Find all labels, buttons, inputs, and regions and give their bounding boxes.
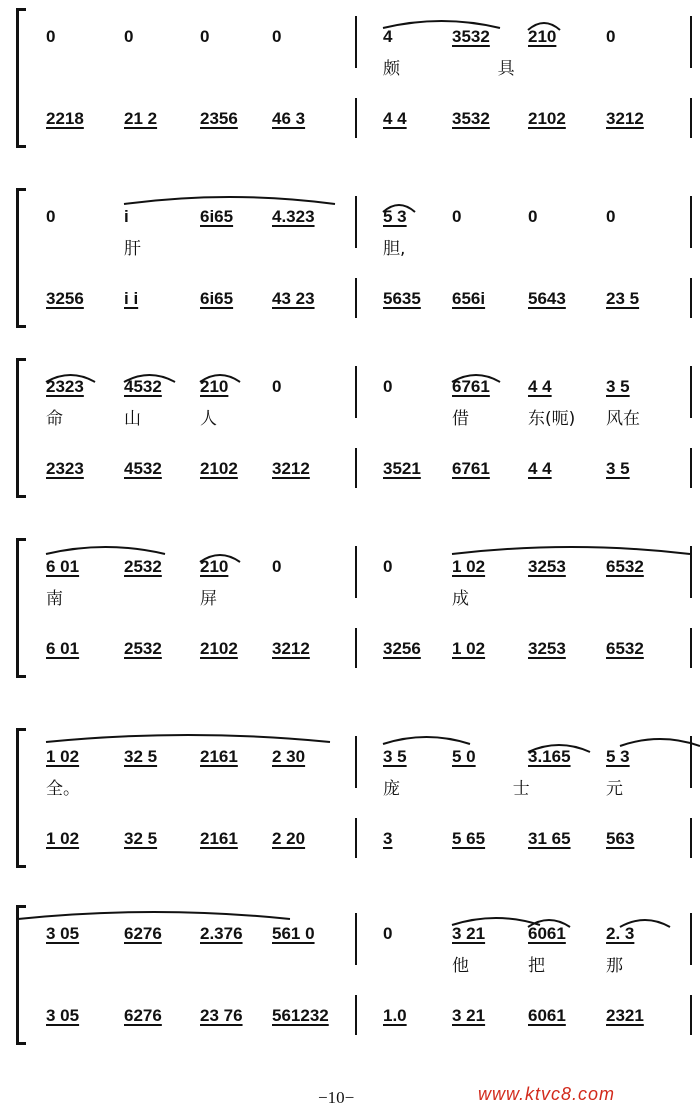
accompaniment-note: 6532	[606, 639, 644, 658]
lyric: 借	[452, 409, 469, 429]
slur-arc	[383, 737, 470, 744]
lyric: 肝	[124, 239, 141, 259]
accompaniment-note: 3 5	[606, 459, 630, 478]
vocal-note: 5 3	[383, 207, 407, 226]
vocal-note: 4	[383, 27, 393, 46]
vocal-note: 0	[452, 207, 462, 226]
accompaniment-note: 4532	[124, 459, 162, 478]
accompaniment-note: 2321	[606, 1006, 644, 1025]
vocal-note: 0	[606, 27, 616, 46]
score-system	[0, 538, 700, 678]
lyric: 胆,	[383, 239, 406, 259]
vocal-note: 4532	[124, 377, 162, 396]
vocal-note: 0	[272, 557, 282, 576]
slur-arc	[383, 205, 415, 212]
vocal-note: 0	[124, 27, 134, 46]
slur-arc	[452, 547, 690, 554]
accompaniment-note: 5 65	[452, 829, 486, 848]
vocal-note: 3532	[452, 27, 490, 46]
lyric: 人	[200, 409, 217, 429]
accompaniment-note: 32 5	[124, 829, 158, 848]
vocal-note: 0	[272, 377, 282, 396]
accompaniment-note: 1 02	[46, 829, 80, 848]
vocal-note: 6i65	[200, 207, 234, 226]
accompaniment-note: 46 3	[272, 109, 306, 128]
vocal-note: 2323	[46, 377, 84, 396]
vocal-note: 6276	[124, 924, 162, 943]
score-system	[0, 358, 700, 498]
vocal-note: 4 4	[528, 377, 552, 396]
vocal-note: 1 02	[452, 557, 486, 576]
vocal-note: 210	[528, 27, 557, 46]
accompaniment-note: 3256	[46, 289, 84, 308]
slur-marks	[0, 728, 700, 858]
accompaniment-note: 23 76	[200, 1006, 243, 1025]
lyric: 风在	[606, 409, 640, 429]
vocal-note: 2161	[200, 747, 238, 766]
vocal-note: 3 5	[606, 377, 630, 396]
accompaniment-note: 1 02	[452, 639, 486, 658]
lyric: 那	[606, 956, 623, 976]
slur-arc	[452, 375, 500, 382]
vocal-note: 3 5	[383, 747, 407, 766]
slur-arc	[46, 375, 95, 382]
vocal-note: 210	[200, 557, 229, 576]
accompaniment-note: 561232	[272, 1006, 329, 1025]
lyric: 全。	[46, 779, 80, 799]
accompaniment-note: 3	[383, 829, 393, 848]
accompaniment-note: 2102	[200, 639, 238, 658]
lyric: 他	[452, 956, 469, 976]
vocal-note: 2 30	[272, 747, 306, 766]
vocal-note: 6532	[606, 557, 644, 576]
slur-arc	[18, 912, 290, 919]
vocal-note: 2.376	[200, 924, 243, 943]
accompaniment-note: 3521	[383, 459, 421, 478]
accompaniment-note: 6061	[528, 1006, 566, 1025]
accompaniment-note: 2102	[528, 109, 566, 128]
accompaniment-note: i i	[124, 289, 139, 308]
vocal-note: 1 02	[46, 747, 80, 766]
vocal-note: 0	[46, 27, 56, 46]
accompaniment-note: 6761	[452, 459, 490, 478]
slur-arc	[528, 745, 590, 752]
accompaniment-note: 2102	[200, 459, 238, 478]
lyric: 南	[46, 589, 63, 609]
slur-arc	[124, 197, 335, 204]
vocal-note: 0	[528, 207, 538, 226]
accompaniment-note: 3 21	[452, 1006, 486, 1025]
lyric: 把	[528, 956, 545, 976]
vocal-note: 4.323	[272, 207, 315, 226]
vocal-note: 3253	[528, 557, 566, 576]
slur-arc	[620, 739, 700, 746]
vocal-note: 5 0	[452, 747, 476, 766]
accompaniment-note: 2532	[124, 639, 162, 658]
accompaniment-note: 3212	[272, 639, 310, 658]
lyric: 士	[512, 779, 530, 799]
accompaniment-note: 1.0	[383, 1006, 407, 1025]
score-system	[0, 728, 700, 868]
vocal-note: 2. 3	[606, 924, 635, 943]
accompaniment-note: 6 01	[46, 639, 80, 658]
vocal-note: 3.165	[528, 747, 571, 766]
accompaniment-note: 5643	[528, 289, 566, 308]
accompaniment-note: 3532	[452, 109, 490, 128]
slur-arc	[124, 375, 175, 382]
accompaniment-note: 2218	[46, 109, 84, 128]
slur-arc	[200, 375, 240, 382]
accompaniment-note: 5635	[383, 289, 421, 308]
vocal-note: 5 3	[606, 747, 630, 766]
site-watermark: www.ktvc8.com	[478, 1084, 616, 1104]
score-system	[0, 905, 700, 1045]
vocal-note: 0	[383, 557, 393, 576]
vocal-note: 6061	[528, 924, 566, 943]
lyric: 成	[452, 589, 469, 609]
lyric: 东(呃)	[528, 409, 576, 429]
accompaniment-note: 2161	[200, 829, 238, 848]
slur-arc	[46, 547, 165, 554]
vocal-note: 561 0	[272, 924, 315, 943]
vocal-note: 0	[272, 27, 282, 46]
slur-marks	[0, 905, 700, 1035]
accompaniment-note: 563	[606, 829, 635, 848]
vocal-note: 3 05	[46, 924, 80, 943]
slur-arc	[528, 920, 570, 927]
slur-arc	[620, 920, 670, 927]
slur-marks	[0, 188, 700, 318]
vocal-note: 0	[200, 27, 210, 46]
vocal-note: 0	[383, 924, 393, 943]
accompaniment-note: 21 2	[124, 109, 158, 128]
vocal-note: 0	[606, 207, 616, 226]
vocal-note: 2532	[124, 557, 162, 576]
slur-arc	[528, 23, 560, 30]
lyric: 命	[46, 409, 63, 429]
slur-arc	[200, 555, 240, 562]
vocal-note: i	[124, 207, 129, 226]
lyric: 山	[124, 409, 141, 429]
vocal-note: 0	[383, 377, 393, 396]
slur-marks	[0, 358, 700, 488]
accompaniment-note: 3212	[272, 459, 310, 478]
vocal-note: 6761	[452, 377, 490, 396]
slur-arc	[46, 735, 330, 742]
accompaniment-note: 3256	[383, 639, 421, 658]
slur-marks	[0, 8, 700, 138]
slur-arc	[383, 21, 500, 28]
accompaniment-note: 4 4	[383, 109, 407, 128]
score-system	[0, 8, 700, 148]
slur-marks	[0, 538, 700, 668]
vocal-note: 6 01	[46, 557, 80, 576]
lyric: 庞	[383, 779, 400, 799]
accompaniment-note: 2 20	[272, 829, 306, 848]
accompaniment-note: 6i65	[200, 289, 234, 308]
vocal-note: 210	[200, 377, 229, 396]
accompaniment-note: 23 5	[606, 289, 640, 308]
accompaniment-note: 4 4	[528, 459, 552, 478]
accompaniment-note: 3212	[606, 109, 644, 128]
accompaniment-note: 43 23	[272, 289, 315, 308]
vocal-note: 0	[46, 207, 56, 226]
accompaniment-note: 656i	[452, 289, 486, 308]
accompaniment-note: 6276	[124, 1006, 162, 1025]
accompaniment-note: 2356	[200, 109, 238, 128]
lyric: 颇	[383, 59, 400, 79]
lyric: 具	[497, 59, 515, 79]
slur-arc	[452, 918, 540, 925]
accompaniment-note: 3253	[528, 639, 566, 658]
accompaniment-note: 2323	[46, 459, 84, 478]
page-number: −10−	[318, 1088, 355, 1107]
lyric: 屏	[200, 589, 217, 609]
vocal-note: 32 5	[124, 747, 158, 766]
accompaniment-note: 3 05	[46, 1006, 80, 1025]
accompaniment-note: 31 65	[528, 829, 571, 848]
score-system	[0, 188, 700, 328]
lyric: 元	[606, 779, 623, 799]
vocal-note: 3 21	[452, 924, 486, 943]
